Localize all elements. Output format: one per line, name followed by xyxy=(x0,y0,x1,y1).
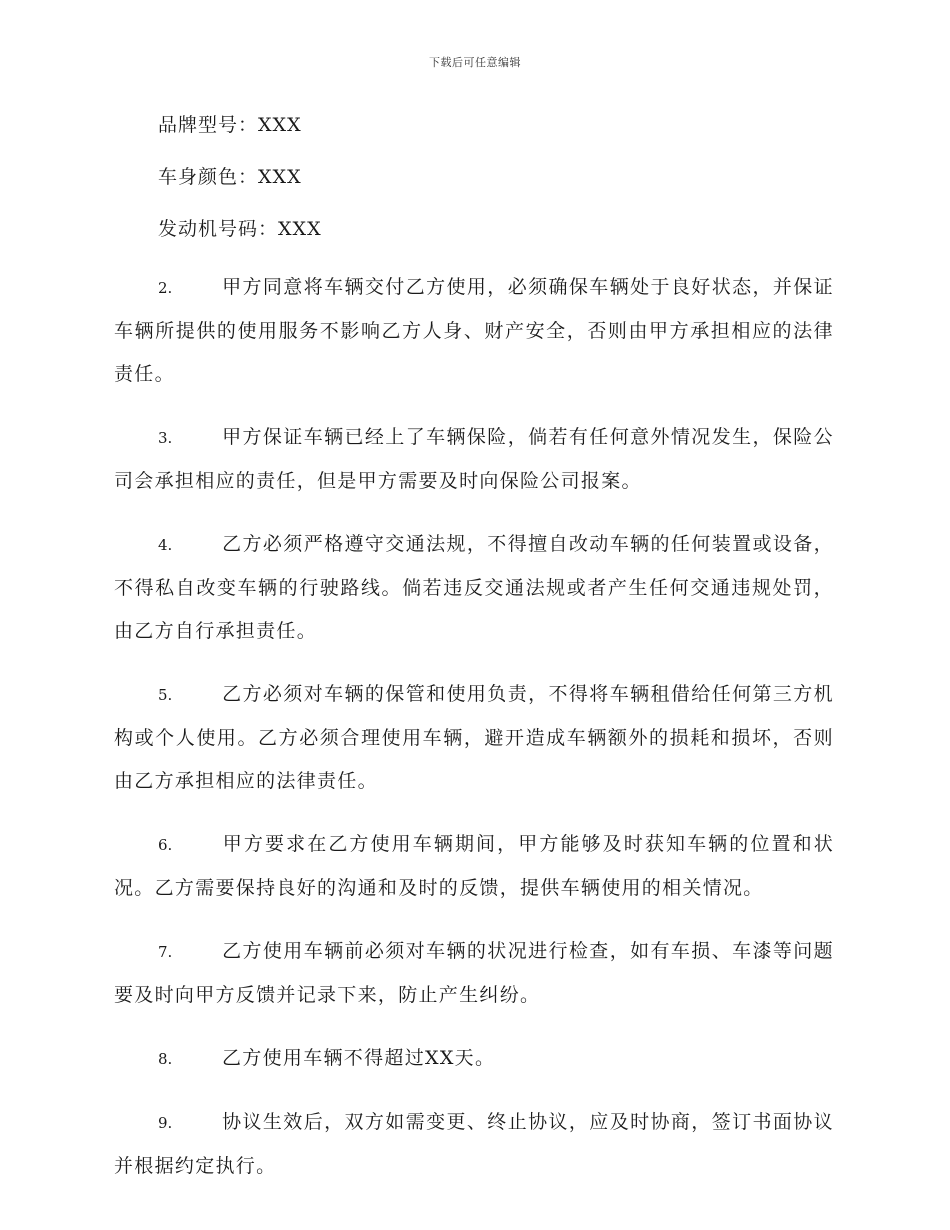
clause-number: 7. xyxy=(158,943,173,961)
field-value: XXX xyxy=(258,114,302,136)
clause-text: 乙方必须对车辆的保管和使用负责，不得将车辆租借给任何第三方机构或个人使用。乙方必须合理使用车辆，避开造成车辆额外的损耗和损坏，否则由乙方承担相应的法律责任。 xyxy=(114,683,834,792)
clause-text: 乙方必须严格遵守交通法规，不得擅自改动车辆的任何装置或设备，不得私自改变车辆的行驶路线。倘若违反交通法规或者产生任何交通违规处罚，由乙方自行承担责任。 xyxy=(114,533,834,642)
clause-8 xyxy=(114,1037,834,1081)
clause-7 xyxy=(114,930,834,1017)
field-label: 发动机号码： xyxy=(158,218,279,240)
clause-text: 甲方要求在乙方使用车辆期间，甲方能够及时获知车辆的位置和状况。乙方需要保持良好的沟通和及时的反馈，提供车辆使用的相关情况。 xyxy=(114,833,834,899)
page-header-note: 下载后可任意编辑 xyxy=(429,56,521,69)
document-body xyxy=(114,110,834,1208)
clause-text: 乙方使用车辆不得超过XX天。 xyxy=(222,1047,496,1069)
clause-text: 乙方使用车辆前必须对车辆的状况进行检查，如有车损、车漆等问题要及时向甲方反馈并记录下来，防止产生纠纷。 xyxy=(114,940,834,1006)
field-value: XXX xyxy=(278,218,322,240)
clause-number: 5. xyxy=(158,686,173,704)
clause-text: 甲方同意将车辆交付乙方使用，必须确保车辆处于良好状态，并保证车辆所提供的使用服务不影响乙方人身、财产安全，否则由甲方承担相应的法律责任。 xyxy=(114,276,834,385)
field-engine-number xyxy=(158,214,834,244)
clause-number: 2. xyxy=(158,279,173,297)
field-body-color xyxy=(158,162,834,192)
clause-text: 协议生效后，双方如需变更、终止协议，应及时协商，签订书面协议并根据约定执行。 xyxy=(114,1111,834,1177)
clause-number: 9. xyxy=(158,1114,173,1132)
field-value: XXX xyxy=(258,166,302,188)
clause-2 xyxy=(114,266,834,396)
field-label: 品牌型号： xyxy=(158,114,259,136)
field-label: 车身颜色： xyxy=(158,166,259,188)
clause-number: 6. xyxy=(158,836,173,854)
clause-number: 8. xyxy=(158,1050,173,1068)
field-brand-model xyxy=(158,110,834,140)
clause-9 xyxy=(114,1101,834,1188)
clause-3 xyxy=(114,416,834,503)
clause-text: 甲方保证车辆已经上了车辆保险，倘若有任何意外情况发生，保险公司会承担相应的责任，但是甲方需要及时向保险公司报案。 xyxy=(114,426,834,492)
clause-5 xyxy=(114,673,834,803)
clause-6 xyxy=(114,823,834,910)
clause-number: 3. xyxy=(158,429,173,447)
clause-number: 4. xyxy=(158,536,173,554)
clause-4 xyxy=(114,523,834,653)
